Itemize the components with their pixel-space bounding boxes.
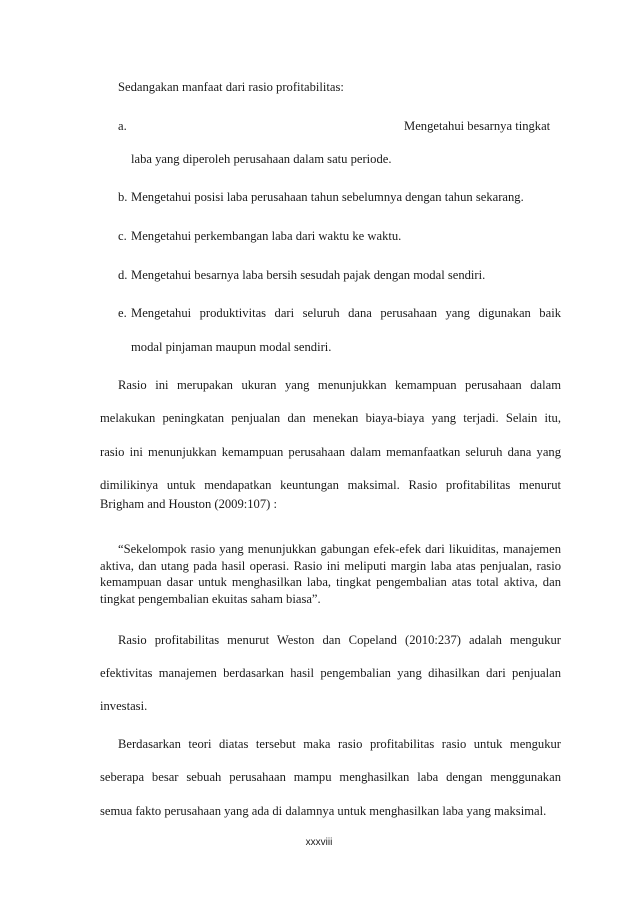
- list-item-a-line2: laba yang diperoleh perusahaan dalam satu periode.: [131, 152, 392, 166]
- quote-line3: kemampuan dasar untuk menghasilkan laba, tingkat pengembalian atas total aktiva, dan: [100, 575, 561, 589]
- para2-line3: investasi.: [100, 699, 148, 713]
- list-marker-e: e.: [118, 306, 127, 320]
- page-number: xxxviii: [305, 837, 333, 848]
- list-item-b-line1: Mengetahui posisi laba perusahaan tahun sebelumnya dengan tahun sekarang.: [131, 190, 524, 204]
- list-item-c-line1: Mengetahui perkembangan laba dari waktu ke waktu.: [131, 229, 402, 243]
- para1-line3: rasio ini menunjukkan kemampuan perusahaan dalam memanfaatkan seluruh dana yang: [100, 445, 561, 459]
- para3-line1: Berdasarkan teori diatas tersebut maka rasio profitabilitas rasio untuk mengukur: [118, 737, 561, 751]
- list-marker-b: b.: [118, 190, 128, 204]
- quote-line4: tingkat pengembalian ekuitas saham biasa”.: [100, 591, 321, 606]
- block-quote: [100, 541, 561, 607]
- para3-line3: semua fakto perusahaan yang ada di dalamnya untuk menghasilkan laba yang maksimal.: [100, 804, 547, 818]
- list-item-d-line1: Mengetahui besarnya laba bersih sesudah pajak dengan modal sendiri.: [131, 268, 486, 282]
- para1-line1: Rasio ini merupakan ukuran yang menunjukkan kemampuan perusahaan dalam: [118, 378, 561, 392]
- para2-line2: efektivitas manajemen berdasarkan hasil pengembalian yang dihasilkan dari penjualan: [100, 666, 561, 680]
- list-marker-d: d.: [118, 268, 128, 282]
- para2-line1: Rasio profitabilitas menurut Weston dan Copeland (2010:237) adalah mengukur: [118, 633, 561, 647]
- para1-line5: Brigham and Houston (2009:107) :: [100, 497, 277, 511]
- list-item-a-line1: Mengetahui besarnya tingkat: [404, 119, 551, 133]
- list-item-e-line2: modal pinjaman maupun modal sendiri.: [131, 340, 332, 354]
- list-marker-c: c.: [118, 229, 127, 243]
- list-item-e-line1: Mengetahui produktivitas dari seluruh dana perusahaan yang digunakan baik: [131, 306, 561, 320]
- list-marker-a: a.: [118, 119, 127, 133]
- para1-line4: dimilikinya untuk mendapatkan keuntungan maksimal. Rasio profitabilitas menurut: [100, 478, 561, 492]
- quote-line2: aktiva, dan utang pada hasil operasi. Rasio ini meliputi margin laba atas penjualan, rasio: [100, 558, 561, 573]
- para3-line2: seberapa besar sebuah perusahaan mampu menghasilkan laba dengan menggunakan: [100, 770, 561, 784]
- intro-text: Sedangakan manfaat dari rasio profitabilitas:: [118, 80, 344, 94]
- quote-line1: “Sekelompok rasio yang menunjukkan gabungan efek-efek dari likuiditas, manajemen: [118, 542, 561, 556]
- para1-line2: melakukan peningkatan penjualan dan menekan biaya-biaya yang terjadi. Selain itu,: [100, 411, 561, 425]
